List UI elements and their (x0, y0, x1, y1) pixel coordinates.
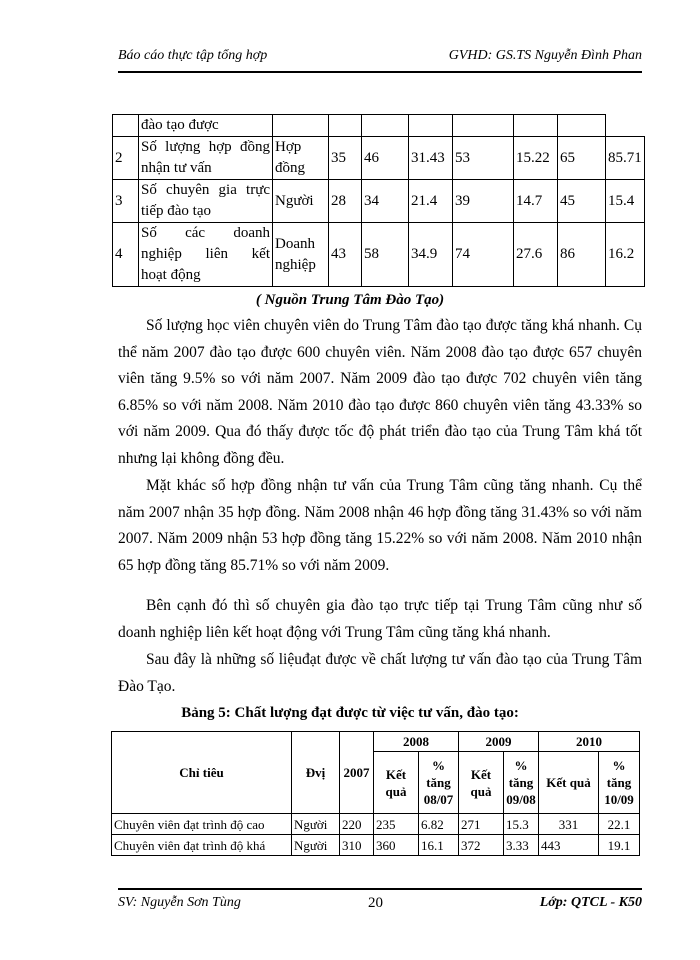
table-row (113, 115, 645, 137)
header-ket-qua: Kết quả (459, 752, 504, 814)
header-2008: 2008 (374, 732, 459, 752)
header-supervisor: GVHD: GS.TS Nguyễn Đình Phan (448, 48, 642, 63)
header-rule (118, 71, 642, 73)
table-cell: 3.33 (504, 835, 539, 856)
table-cell: 34.9 (409, 223, 453, 287)
row-unit: Người (273, 180, 329, 223)
table-row (113, 180, 645, 223)
table-cell: 235 (374, 814, 419, 835)
table-cell: 39 (453, 180, 514, 223)
table-cell: 15.3 (504, 814, 539, 835)
table-cell: 28 (329, 180, 362, 223)
table-caption: Bảng 5: Chất lượng đạt được từ việc tư vấn, đào tạo: (181, 705, 519, 721)
table-cell: 45 (558, 180, 606, 223)
table-cell: 331 (539, 814, 599, 835)
table-cell: 19.1 (599, 835, 640, 856)
row-unit: Hợp đồng (273, 137, 329, 180)
table-cell: 46 (362, 137, 409, 180)
header-pct-0807: % tăng 08/07 (419, 752, 459, 814)
table-header-row (112, 732, 640, 752)
table-cell: 15.22 (514, 137, 558, 180)
table-cell: 14.7 (514, 180, 558, 223)
row-label: Chuyên viên đạt trình độ khá (112, 835, 292, 856)
table-cell: 34 (362, 180, 409, 223)
header-2009: 2009 (459, 732, 539, 752)
paragraph-3: Bên cạnh đó thì số chuyên gia đào tạo trực tiếp tại Trung Tâm cũng như số doanh nghiệp liên kết hoạt động với Trung Tâm cũng tăng khá nhanh. (118, 597, 642, 641)
row-label: Số lượng hợp đồng nhận tư vấn (139, 137, 273, 180)
table-row (112, 814, 640, 835)
header-2010: 2010 (539, 732, 640, 752)
header-ket-qua: Kết quả (374, 752, 419, 814)
footer-student: SV: Nguyễn Sơn Tùng (118, 895, 241, 910)
paragraph-2: Mặt khác số hợp đồng nhận tư vấn của Trung Tâm cũng tăng nhanh. Cụ thể năm 2007 nhận 35 hợp đồng. Năm 2008 nhận 46 hợp đồng tăng 31.43% so với năm 2007. Năm 2009 nhận 53 hợp đồng tăng 15.22% so với năm 2008. Năm 2010 nhận 65 hợp đồng tăng 85.71% so với năm 2009. (118, 477, 642, 574)
table-cell: 443 (539, 835, 599, 856)
row-label: Chuyên viên đạt trình độ cao (112, 814, 292, 835)
footer-class: Lớp: QTCL - K50 (539, 895, 642, 910)
page-header (118, 44, 642, 72)
table-cell: 16.1 (419, 835, 459, 856)
source-note: ( Nguồn Trung Tâm Đào Tạo) (255, 292, 445, 308)
table-cell: 220 (340, 814, 374, 835)
table-cell: 43 (329, 223, 362, 287)
row-unit: Người (292, 835, 340, 856)
table-cell: 22.1 (599, 814, 640, 835)
table-cell: 15.4 (606, 180, 645, 223)
table-cell: 6.82 (419, 814, 459, 835)
header-ket-qua: Kết quả (539, 752, 599, 814)
paragraph-4: Sau đây là những số liệuđạt được về chất lượng tư vấn đào tạo của Trung Tâm Đào Tạo. (118, 651, 642, 695)
statistics-table-continued (112, 114, 645, 287)
header-pct-1009: % tăng 10/09 (599, 752, 640, 814)
table-row (112, 835, 640, 856)
table-cell: 85.71 (606, 137, 645, 180)
page-footer (118, 888, 642, 914)
table-cell: 31.43 (409, 137, 453, 180)
table-cell: 53 (453, 137, 514, 180)
row-number: 3 (113, 180, 139, 223)
header-don-vi: Đvị (292, 732, 340, 814)
quality-table (111, 731, 640, 856)
table-cell: 86 (558, 223, 606, 287)
table-row (113, 137, 645, 180)
table-cell: 360 (374, 835, 419, 856)
table-cell: 35 (329, 137, 362, 180)
row-label: Số chuyên gia trực tiếp đào tạo (139, 180, 273, 223)
table-row (113, 223, 645, 287)
row-unit: Doanh nghiệp (273, 223, 329, 287)
header-report-title: Báo cáo thực tập tổng hợp (118, 48, 268, 63)
table-cell: 310 (340, 835, 374, 856)
table-cell: 21.4 (409, 180, 453, 223)
table-cell: 372 (459, 835, 504, 856)
header-2007: 2007 (340, 732, 374, 814)
page-number: 20 (368, 895, 383, 911)
paragraph-1: Số lượng học viên chuyên viên do Trung Tâm đào tạo được tăng khá nhanh. Cụ thể năm 2007 đào tạo được 600 chuyên viên. Năm 2008 đào tạo được 657 chuyên viên tăng 9.5% so với năm 2007. Năm 2009 đào tạo được 702 chuyên viên tăng 6.85% so với năm 2008. Năm 2010 đào tạo được 860 chuyên viên tăng 43.33% so với năm 2009. Qua đó thấy được tốc độ phát triển đào tạo của Trung Tâm khá tốt nhưng lại không đồng đều. (118, 317, 642, 467)
table-cell: 65 (558, 137, 606, 180)
footer-rule (118, 888, 642, 890)
header-chi-tieu: Chỉ tiêu (112, 732, 292, 814)
header-pct-0908: % tăng 09/08 (504, 752, 539, 814)
row-number: 4 (113, 223, 139, 287)
table-cell: đào tạo được (139, 115, 273, 137)
table-cell: 74 (453, 223, 514, 287)
row-number: 2 (113, 137, 139, 180)
table-cell: 271 (459, 814, 504, 835)
row-unit: Người (292, 814, 340, 835)
table-cell: 16.2 (606, 223, 645, 287)
table-cell: 27.6 (514, 223, 558, 287)
row-label: Số các doanh nghiệp liên kết hoạt động (139, 223, 273, 287)
table-cell: 58 (362, 223, 409, 287)
